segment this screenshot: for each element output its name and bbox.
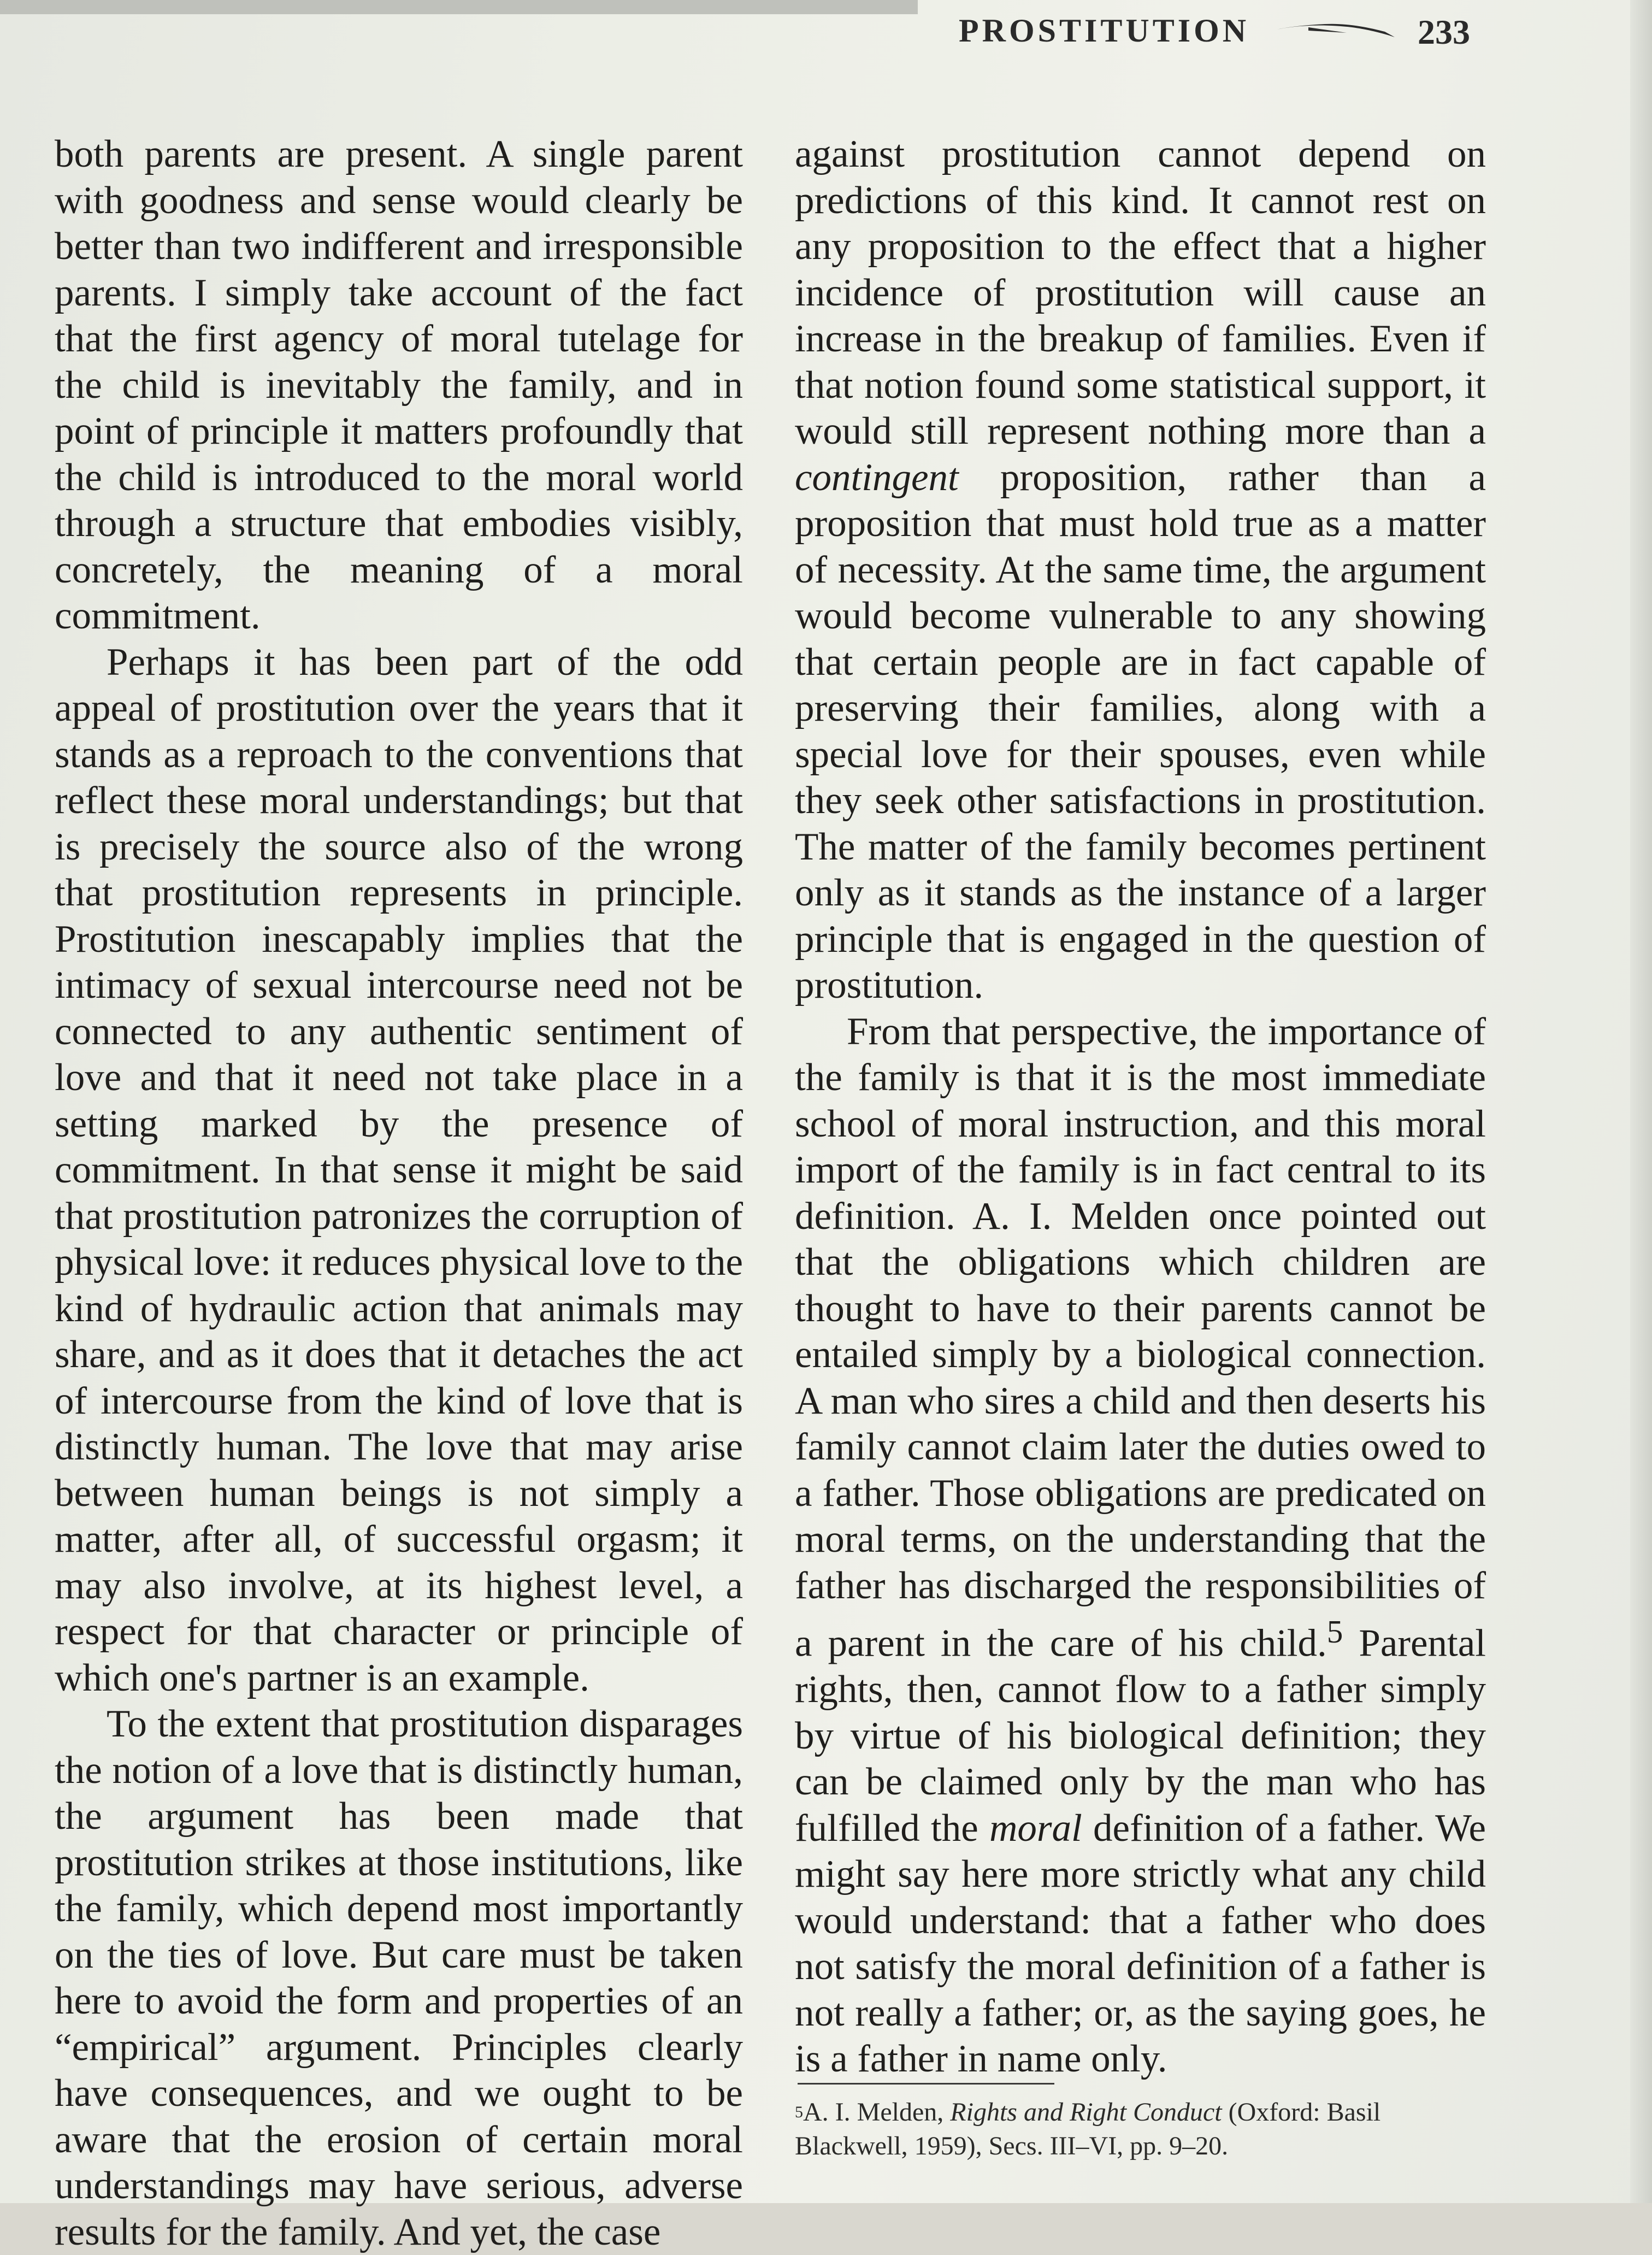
running-head bbox=[959, 12, 1505, 56]
running-title: PROSTITUTION bbox=[959, 13, 1250, 49]
left-paragraph-3: To the extent that prostitution disparages the notion of a love that is distinctly human, the argument has been made that prostitution strikes at those institutions, like the family, which depend most importantly on the ties of love. But care must be taken here to avoid the form and properties of an “empirical” argument. Principles clearly have consequences, and we ought to be aware that the erosion of certain moral understandings may have serious, adverse results for the family. And yet, the case bbox=[55, 1703, 743, 2253]
pen-stroke-mark-icon bbox=[1276, 20, 1396, 42]
footnote bbox=[795, 2095, 1486, 2163]
right-p1-text-b: proposition, rather than a proposition that must hold true as a matter of necessity. At the same time, the argument would become vulnerable to any showing that certain people are in fact capable of preserving their families, along with a special love for their spouses, even while they seek other satisfactions in prostitution. The matter of the family becomes pertinent only as it stands as the instance of a larger principle that is engaged in the question of prostitution. bbox=[795, 456, 1486, 1006]
left-paragraph-2: Perhaps it has been part of the odd appeal of prostitution over the years that it stands as a reproach to the conventions that reflect these moral understandings; but that is precisely the source also of the wrong that prostitution represents in principle. Prostitution inescapably implies that the intimacy of sexual intercourse need not be connected to any authentic sentiment of love and that it need not take place in a setting marked by the presence of commitment. In that sense it might be said that prostitution patronizes the corruption of physical love: it reduces physical love to the kind of hydraulic action that animals may share, and as it does that it detaches the act of intercourse from the kind of love that is distinctly human. The love that may arise between human beings is not simply a matter, after all, of successful orgasm; it may also involve, at its highest level, a respect for that character or principle of which one's partner is an example. bbox=[55, 640, 743, 1699]
right-p2-text-a: From that perspective, the importance of the family is that it is the most immediate school of moral instruction, and this moral import of the family is in fact central to its definition. A. I. Melden once pointed out that the obligations which children are thought to have to their parents cannot be entailed simply by a biological connection. A man who sires a child and then deserts his family cannot claim later the duties owed to a father. Those obligations are predicated on moral terms, on the understanding that the father has discharged the responsibilities of a parent in the care of his child. bbox=[795, 1010, 1486, 1665]
right-p1-text-a: against prostitution cannot depend on predictions of this kind. It cannot rest on any proposition to the effect that a higher incidence of prostitution will cause an increase in the breakup of families. Even if that notion found some statistical support, it would still represent nothing more than a bbox=[795, 133, 1486, 452]
right-paragraph-1 bbox=[795, 131, 1486, 1009]
footnote-title: Rights and Right Conduct bbox=[950, 2098, 1222, 2127]
footnote-marker: 5 bbox=[795, 2103, 803, 2121]
page-number: 233 bbox=[1418, 13, 1470, 51]
left-paragraph-1: both parents are present. A single parent with goodness and sense would clearly be better than two indifferent and irresponsible parents. I simply take account of the fact that the first agency of moral tutelage for the child is inevitably the family, and in point of principle it matters profoundly that the child is introduced to the moral world through a structure that embodies visibly, concretely, the meaning of a moral commitment. bbox=[55, 133, 743, 637]
right-column bbox=[795, 131, 1486, 2082]
right-p1-italic: contingent bbox=[795, 456, 959, 499]
right-paragraph-2 bbox=[795, 1009, 1486, 2082]
page-top-shadow bbox=[0, 0, 918, 14]
footnote-text-a: A. I. Melden, bbox=[803, 2098, 951, 2127]
page-right-edge bbox=[1630, 0, 1652, 2203]
right-p2-text-c: definition of a father. We might say here more strictly what any child would understand: that a father who does not satisfy the moral definition of a father is not really a father; or, as the saying goes, he is a father in name only. bbox=[795, 1806, 1486, 2081]
footnote-rule bbox=[798, 2083, 1054, 2085]
footnote-reference: 5 bbox=[1326, 1614, 1343, 1650]
right-p2-italic: moral bbox=[989, 1806, 1082, 1850]
right-p2-text-b: Parental rights, then, cannot flow to a father simply by virtue of his biological definition; they can be claimed only by the man who has fulfilled the bbox=[795, 1622, 1486, 1850]
footnote-text-b: (Oxford: Basil Blackwell, 1959), Secs. III–VI, pp. 9–20. bbox=[795, 2098, 1381, 2160]
left-column bbox=[55, 131, 743, 2255]
